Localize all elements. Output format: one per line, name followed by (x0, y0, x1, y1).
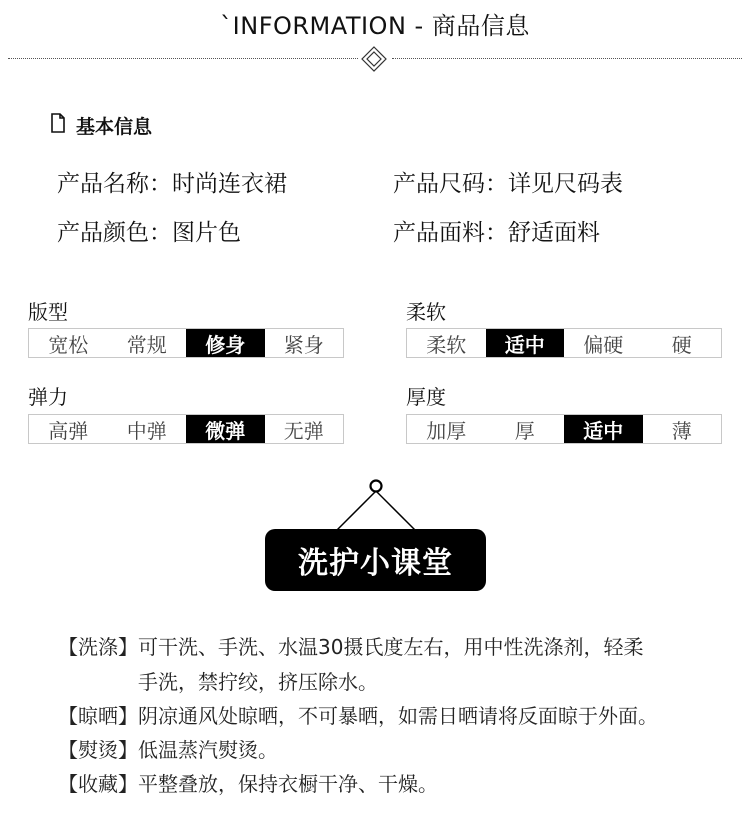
thickness-option: 加厚 (426, 418, 467, 443)
elasticity-option: 高弹 (48, 418, 89, 443)
fit-option-selected: 修身 (186, 329, 265, 357)
fit-scale-title: 版型 (28, 300, 68, 324)
softness-option: 硬 (671, 332, 692, 357)
thickness-option: 厚 (514, 418, 535, 443)
page-title: `INFORMATION - 商品信息 (220, 12, 530, 40)
softness-option-selected: 适中 (486, 329, 565, 357)
diamond-ornament-icon (361, 46, 387, 72)
care-washing-continued: 手洗，禁拧绞，挤压除水。 (138, 670, 378, 694)
softness-option: 柔软 (426, 332, 467, 357)
softness-scale (406, 328, 722, 358)
fit-option: 紧身 (283, 332, 324, 357)
care-washing: 【洗涤】可干洗、手洗、水温30摄氏度左右，用中性洗涤剂，轻柔 (58, 635, 644, 659)
elasticity-option-selected: 微弹 (186, 415, 265, 443)
product-color: 产品颜色：图片色 (57, 220, 241, 246)
product-fabric: 产品面料：舒适面料 (393, 220, 600, 246)
care-storage: 【收藏】平整叠放，保持衣橱干净、干燥。 (58, 772, 438, 796)
softness-option: 偏硬 (583, 332, 624, 357)
care-sign-label: 洗护小课堂 (298, 546, 453, 581)
elasticity-option: 中弹 (126, 418, 167, 443)
thickness-scale-title: 厚度 (406, 385, 446, 409)
care-ironing: 【熨烫】低温蒸汽熨烫。 (58, 738, 278, 762)
fit-option: 宽松 (48, 332, 89, 357)
elasticity-option: 无弹 (283, 418, 324, 443)
care-drying: 【晾晒】阴凉通风处晾晒，不可暴晒，如需日晒请将反面晾于外面。 (58, 704, 658, 728)
product-name: 产品名称：时尚连衣裙 (57, 171, 287, 197)
product-size: 产品尺码：详见尺码表 (393, 171, 623, 197)
document-icon (50, 113, 66, 137)
thickness-scale (406, 414, 722, 444)
fit-scale (28, 328, 344, 358)
thickness-option: 薄 (671, 418, 692, 443)
softness-scale-title: 柔软 (406, 300, 446, 324)
fit-option: 常规 (126, 332, 167, 357)
thickness-option-selected: 适中 (564, 415, 643, 443)
basic-info-label: 基本信息 (76, 115, 153, 138)
hanging-ring-icon (330, 476, 422, 534)
divider-left (8, 58, 358, 59)
divider-right (392, 58, 742, 59)
basic-info-heading (50, 112, 152, 138)
care-sign (265, 529, 486, 591)
elasticity-scale (28, 414, 344, 444)
elasticity-scale-title: 弹力 (28, 385, 68, 409)
